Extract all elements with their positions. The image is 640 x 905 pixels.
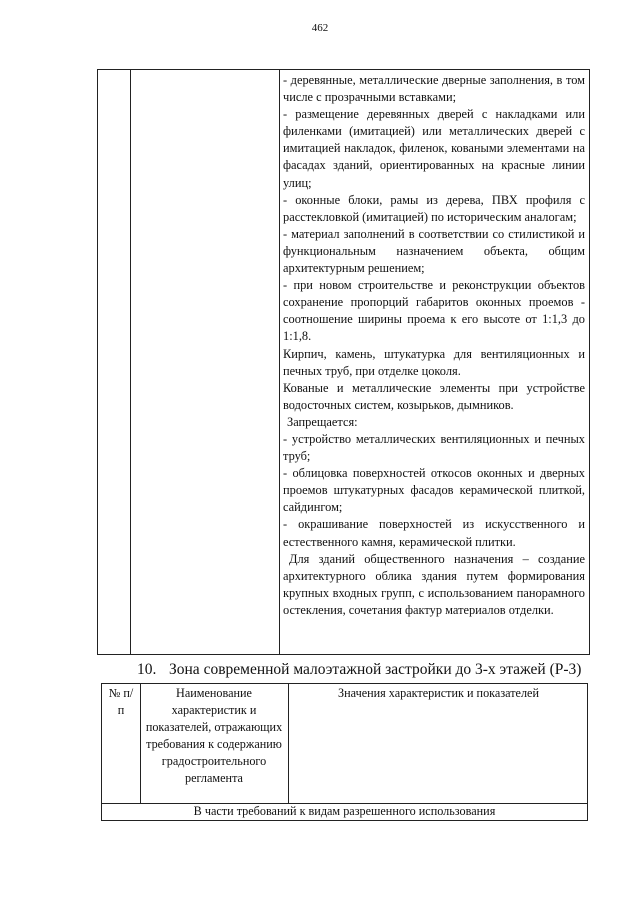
column-divider xyxy=(279,70,280,654)
section-heading xyxy=(137,661,597,679)
page-number: 462 xyxy=(311,22,329,34)
requirement-paragraph: - деревянные, металлические дверные заполнения, в том числе с прозрачными вставками; xyxy=(283,73,585,105)
requirement-paragraph: Кованые и металлические элементы при устройстве водосточных систем, козырьков, дымников. xyxy=(283,380,585,412)
requirement-paragraph: - устройство металлических вентиляционных и печных труб; xyxy=(283,431,585,464)
requirements-cell xyxy=(283,72,585,619)
requirement-paragraph: - размещение деревянных дверей с накладками или филенками (имитацией) или металлических дверей с имитацией накладок, филенок, коваными элементами на фасадах зданий, ориентированных на красные линии улиц; xyxy=(283,107,585,190)
requirement-paragraph: - оконные блоки, рамы из дерева, ПВХ профиля с расстекловкой (имитацией) по историческим аналогам; xyxy=(283,192,585,224)
prohibited-heading: Запрещается: xyxy=(287,414,358,429)
section-number: 10. xyxy=(137,661,157,678)
zone-regulation-table xyxy=(101,683,588,821)
requirement-paragraph: - облицовка поверхностей откосов оконных и дверных проемов штукатурных фасадов керамической плиткой, сайдингом; xyxy=(283,466,585,515)
header-characteristics: Наименование характеристик и показателей, отражающих требования к содержанию градостроительного регламента xyxy=(145,686,283,785)
requirement-paragraph: - материал заполнений в соответствии со стилистикой и функциональным назначением объекта, общим архитектурным решением; xyxy=(283,226,585,276)
header-values: Значения характеристик и показателей xyxy=(338,686,539,700)
column-divider xyxy=(288,684,289,803)
column-divider xyxy=(140,684,141,803)
requirement-paragraph: - окрашивание поверхностей из искусственного и естественного камня, керамической плитки. xyxy=(283,517,585,549)
section-title: Зона современной малоэтажной застройки до 3-х этажей (Р-3) xyxy=(169,661,582,678)
requirements-table-continuation xyxy=(97,69,590,655)
footer-row-permitted-use: В части требований к видам разрешенного использования xyxy=(193,804,496,818)
requirement-paragraph: - при новом строительстве и реконструкции объектов сохранение пропорций габаритов оконных проемов - соотношение ширины проема к его высоте от 1:1,3 до 1:1,8. xyxy=(283,278,585,344)
requirement-paragraph: Кирпич, камень, штукатурка для вентиляционных и печных труб, при отделке цоколя. xyxy=(283,346,585,378)
column-divider xyxy=(130,70,131,654)
requirement-paragraph: Для зданий общественного назначения – создание архитектурного облика здания путем формирования крупных входных групп, с использованием панорамного остекления, сочетания фактур материалов отделки. xyxy=(283,551,585,617)
header-number: № п/п xyxy=(108,686,134,717)
